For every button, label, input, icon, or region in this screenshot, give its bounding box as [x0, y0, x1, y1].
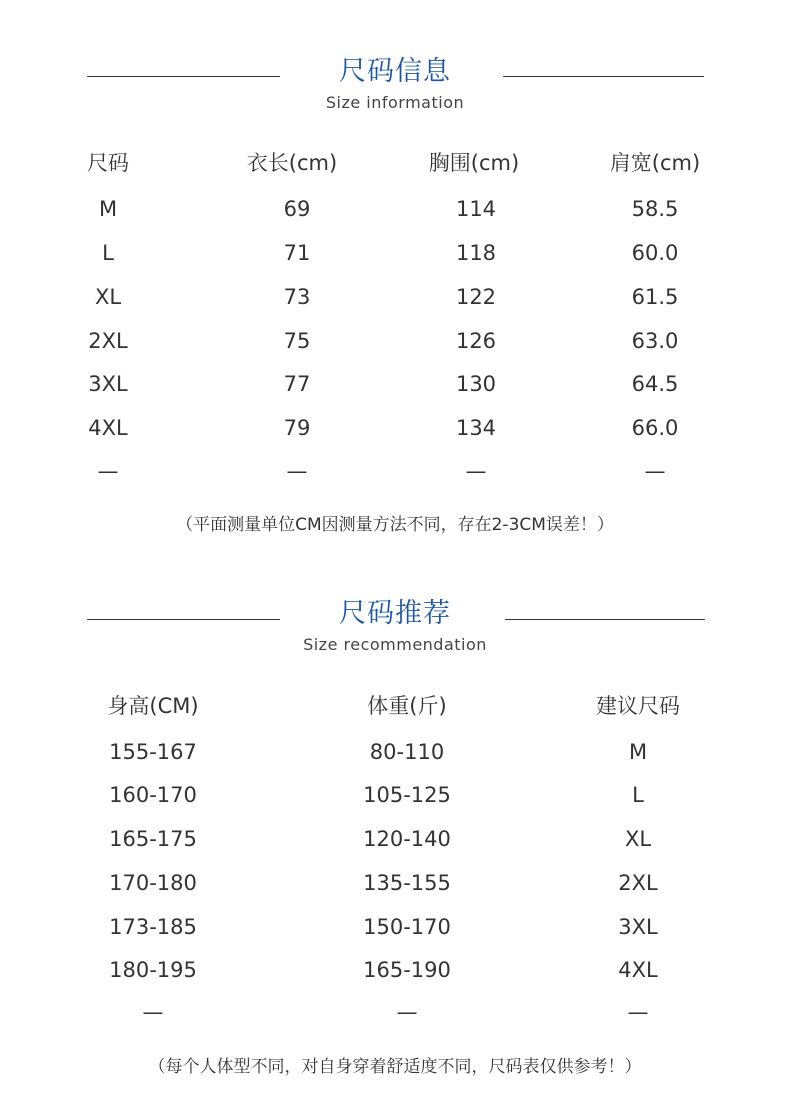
- table-row: [0, 325, 790, 357]
- table-row: [0, 823, 790, 855]
- cell-size: M: [628, 740, 648, 764]
- cell-chest: 114: [455, 197, 497, 221]
- cell-chest: 118: [455, 241, 497, 265]
- header-length: 衣长(cm): [246, 151, 338, 175]
- table-row: [0, 368, 790, 400]
- size-rec-title: 尺码推荐: [339, 598, 451, 629]
- header-shoulder: 肩宽(cm): [609, 151, 701, 175]
- cell-weight: 105-125: [363, 783, 451, 807]
- cell-shoulder: 64.5: [631, 372, 679, 396]
- cell-height: —: [142, 1000, 164, 1024]
- cell-length: 73: [283, 285, 311, 309]
- size-info-subtitle: Size information: [325, 93, 465, 112]
- table-row: [0, 954, 790, 986]
- cell-size: 3XL: [88, 372, 128, 396]
- cell-chest: —: [465, 459, 487, 483]
- cell-size: —: [627, 1000, 649, 1024]
- cell-length: 75: [283, 329, 311, 353]
- header-size: 尺码: [87, 151, 129, 175]
- cell-height: 173-185: [109, 915, 197, 939]
- cell-weight: 165-190: [363, 958, 451, 982]
- cell-size: —: [97, 459, 119, 483]
- cell-length: 69: [283, 197, 311, 221]
- cell-height: 180-195: [109, 958, 197, 982]
- cell-size: 4XL: [88, 416, 128, 440]
- cell-size: XL: [624, 827, 652, 851]
- cell-chest: 130: [455, 372, 497, 396]
- size-info-title: 尺码信息: [339, 56, 451, 87]
- cell-size: 3XL: [618, 915, 658, 939]
- cell-chest: 134: [455, 416, 497, 440]
- size-rec-note: （每个人体型不同，对自身穿着舒适度不同，尺码表仅供参考！）: [148, 1057, 642, 1077]
- cell-shoulder: —: [644, 459, 666, 483]
- header-recommended-size: 建议尺码: [596, 694, 680, 718]
- cell-size: M: [98, 197, 118, 221]
- table-row: [0, 867, 790, 899]
- table-row: [0, 412, 790, 444]
- cell-length: 79: [283, 416, 311, 440]
- cell-shoulder: 58.5: [631, 197, 679, 221]
- cell-weight: 120-140: [363, 827, 451, 851]
- table-row: [0, 779, 790, 811]
- cell-shoulder: 66.0: [631, 416, 679, 440]
- table-row: [0, 911, 790, 943]
- cell-chest: 122: [455, 285, 497, 309]
- cell-size: XL: [94, 285, 122, 309]
- header-weight: 体重(斤): [367, 694, 447, 718]
- table-header-row: [0, 690, 790, 722]
- cell-size: L: [632, 783, 644, 807]
- cell-size: 4XL: [618, 958, 658, 982]
- cell-shoulder: 61.5: [631, 285, 679, 309]
- table-row: [0, 193, 790, 225]
- table-row: [0, 996, 790, 1028]
- cell-length: 71: [283, 241, 311, 265]
- table-row: [0, 455, 790, 487]
- cell-height: 170-180: [109, 871, 197, 895]
- cell-weight: 80-110: [369, 740, 445, 764]
- cell-weight: —: [396, 1000, 418, 1024]
- cell-length: —: [286, 459, 308, 483]
- cell-size: 2XL: [88, 329, 128, 353]
- size-rec-subtitle: Size recommendation: [303, 635, 487, 654]
- cell-height: 165-175: [109, 827, 197, 851]
- cell-weight: 150-170: [363, 915, 451, 939]
- table-header-row: [0, 147, 790, 179]
- cell-shoulder: 60.0: [631, 241, 679, 265]
- table-row: [0, 736, 790, 768]
- size-info-note: （平面测量单位CM因测量方法不同，存在2-3CM误差！）: [176, 515, 614, 535]
- cell-weight: 135-155: [363, 871, 451, 895]
- table-row: [0, 237, 790, 269]
- cell-size: 2XL: [618, 871, 658, 895]
- header-height: 身高(CM): [107, 694, 199, 718]
- cell-shoulder: 63.0: [631, 329, 679, 353]
- cell-height: 160-170: [109, 783, 197, 807]
- cell-height: 155-167: [109, 740, 197, 764]
- cell-size: L: [102, 241, 114, 265]
- cell-chest: 126: [455, 329, 497, 353]
- cell-length: 77: [283, 372, 311, 396]
- header-chest: 胸围(cm): [428, 151, 520, 175]
- table-row: [0, 281, 790, 313]
